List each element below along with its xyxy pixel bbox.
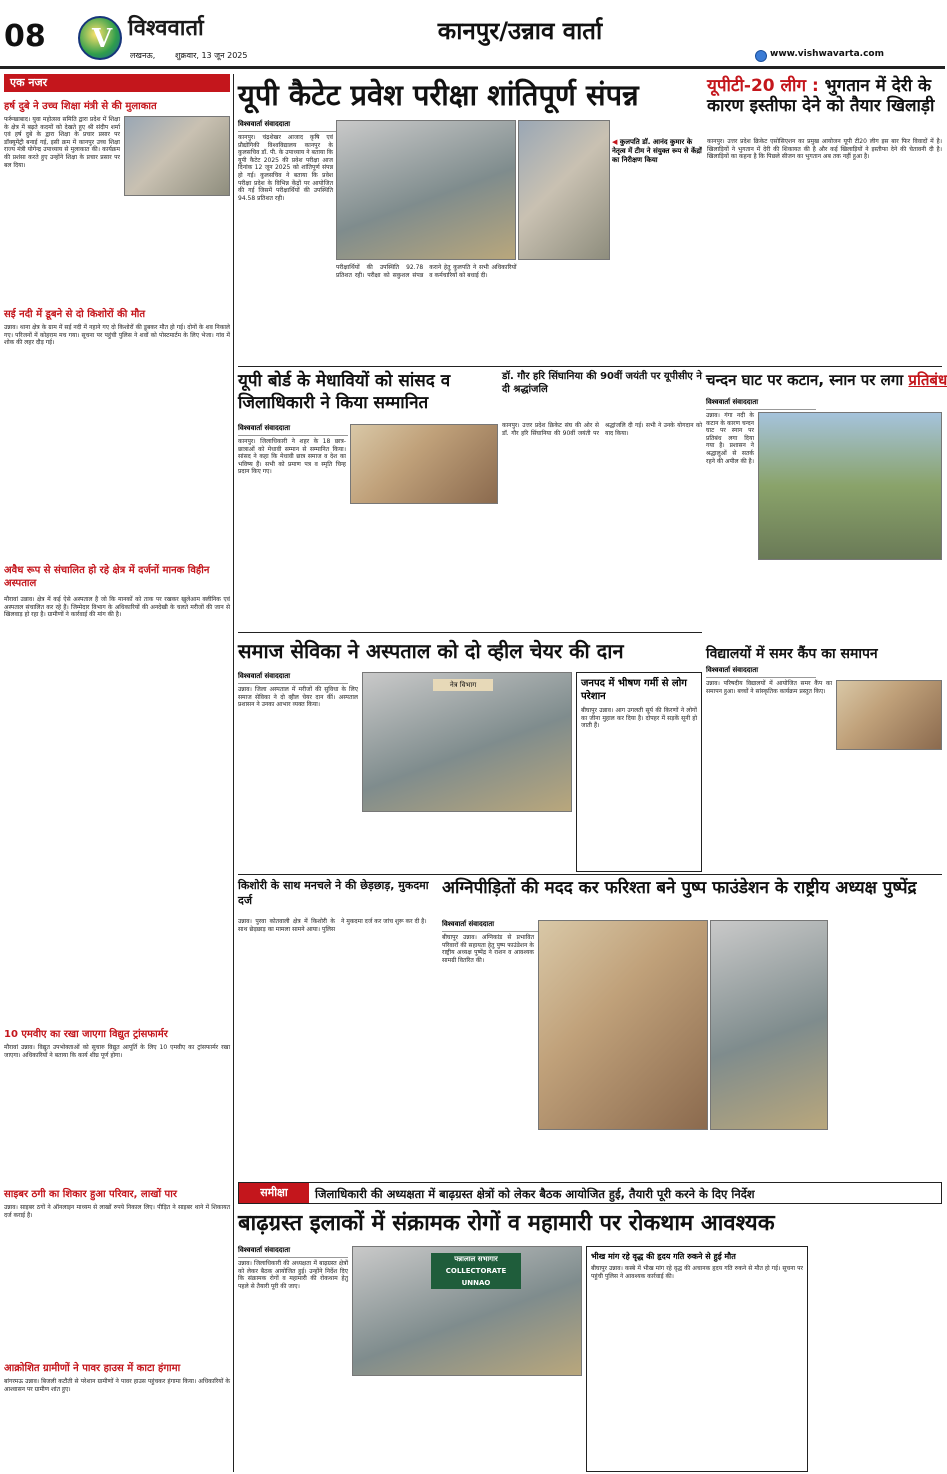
story-body: उन्नाव। परिषदीय विद्यालयों में आयोजित समर कैंप का समापन हुआ। बच्चों ने सांस्कृतिक कार्यक्रम प्रस्तुत किए। bbox=[706, 680, 832, 695]
byline: विश्ववार्ता संवाददाता bbox=[442, 920, 552, 932]
masthead-logo-icon: V bbox=[78, 16, 122, 60]
website-link[interactable]: www.vishwavarta.com bbox=[770, 49, 884, 59]
summer-camp-story bbox=[706, 644, 942, 872]
story-body: उन्नाव। जिलाधिकारी की अध्यक्षता में बाढ़ग्रस्त क्षेत्रों को लेकर बैठक आयोजित हुई। उन्होंने निर्देश दिए कि संक्रामक रोगों व महामारी की रोकथाम हेतु पहले से तैयारी पूरी की जाए। bbox=[238, 1260, 348, 1290]
headline-red: प्रतिबंध bbox=[908, 371, 947, 389]
caption-arrow-icon: ◀ bbox=[612, 138, 620, 146]
story-body: मौरावां उन्नाव। क्षेत्र में कई ऐसे अस्पताल है जो कि मानकों को ताक पर रखकर खुलेआम क्लीनिक एवं अस्पताल संचालित कर रहे हैं। जिम्मेदार विभाग के अधिकारियों की अनदेखी के चलते मरीजों की जान से खिलवाड़ हो रहा है। ग्रामीणों ने कार्रवाई की मांग की है। bbox=[4, 596, 230, 619]
story-headline: हर्ष दुबे ने उच्च शिक्षा मंत्री से की मुलाकात bbox=[4, 101, 157, 112]
beggar-headline: भीख मांग रहे वृद्ध की हृदय गति रुकने से हुई मौत bbox=[591, 1252, 736, 1261]
wheelchair-story bbox=[238, 636, 702, 872]
room-sign-line: पन्नालाल सभागार bbox=[454, 1255, 498, 1263]
byline: विश्ववार्ता संवाददाता bbox=[238, 424, 348, 436]
story-headline: डॉ. गौर हरि सिंघानिया की 90वीं जयंती पर यूपीसीए ने दी श्रद्धांजलि bbox=[502, 371, 702, 395]
review-banner bbox=[238, 1182, 942, 1204]
harassment-story bbox=[238, 878, 438, 1178]
story-headline: समाज सेविका ने अस्पताल को दो व्हील चेयर की दान bbox=[238, 639, 624, 663]
caption-text: कुलपति डॉ. आनंद कुमार के नेतृत्व में टीम ने संयुक्त रूप से केंद्रों का निरीक्षण किया bbox=[612, 138, 702, 164]
story-headline: अवैध रूप से संचालित हो रहे क्षेत्र में दर्जनों मानक विहीन अस्पताल bbox=[4, 565, 210, 589]
byline: विश्ववार्ता संवाददाता bbox=[238, 120, 348, 132]
byline: विश्ववार्ता संवाददाता bbox=[706, 398, 816, 410]
story-body-cont bbox=[352, 1380, 582, 1472]
story-headline: आक्रोशित ग्रामीणों ने पावर हाउस में काटा हंगामा bbox=[4, 1363, 181, 1374]
hospital-photo bbox=[362, 672, 572, 812]
story-body-cont bbox=[812, 1246, 942, 1472]
story-body: कानपुर। जिलाधिकारी ने शहर के 18 छात्र-छात्राओं को मेधावी सम्मान से सम्मानित किया। सांसद ने कहा कि मेधावी छात्र समाज व देश का भविष्य हैं। सभी को प्रमाण पत्र व स्मृति चिन्ह प्रदान किए गए। bbox=[238, 438, 346, 476]
exam-hall-photo bbox=[336, 120, 516, 260]
beggar-body: बीघापुर उन्नाव। कस्बे में भीख मांग रहे वृद्ध की अचानक हृदय गति रुकने से मौत हो गई। सूचना पर पहुंची पुलिस ने आवश्यक कार्रवाई की। bbox=[591, 1265, 803, 1280]
section-title: कानपुर/उन्नाव वार्ता bbox=[437, 17, 603, 45]
review-tag: समीक्षा bbox=[239, 1183, 309, 1203]
review-headline: जिलाधिकारी की अध्यक्षता में बाढ़ग्रस्त क्षेत्रों को लेकर बैठक आयोजित हुई, तैयारी पूरी करने के दिए निर्देश bbox=[315, 1187, 755, 1201]
singhania-story bbox=[502, 370, 702, 630]
story-headline: विद्यालयों में समर कैंप का समापन bbox=[706, 646, 878, 662]
story-body: मौरावां उन्नाव। विद्युत उपभोक्ताओं को सुचारु विद्युत आपूर्ति के लिए 10 एमवीए का ट्रांसफार्मर रखा जाएगा। अधिकारियों ने बताया कि कार्य शीघ्र पूर्ण होगा। bbox=[4, 1044, 230, 1059]
fire-relief-story bbox=[442, 878, 942, 1178]
story-body: बीघापुर उन्नाव। अग्निकांड से प्रभावित परिवारों की सहायता हेतु पुष्प फाउंडेशन के राष्ट्रीय अध्यक्ष पुष्पेंद्र ने राशन व आवश्यक सामग्री वितरित की। bbox=[442, 934, 534, 964]
story-body: परीक्षार्थियों की उपस्थिति 92.78 प्रतिशत रही। परीक्षा को सकुशल संपन्न कराने हेतु कुलपति ने सभी अधिकारियों व कर्मचारियों को बधाई दी। bbox=[336, 264, 517, 279]
meeting-photo bbox=[352, 1246, 582, 1376]
story-headline: यूपी बोर्ड के मेधावियों को सांसद व जिलाधिकारी ने किया सम्मानित bbox=[238, 371, 451, 413]
heat-body: बीघापुर उन्नाव। आग उगलती सूर्य की किरणों ने लोगों का जीना मुहाल कर दिया है। दोपहर में सड़कें सूनी हो जाती हैं। bbox=[581, 707, 697, 730]
room-sign-line: COLLECTORATE bbox=[445, 1267, 507, 1275]
room-sign-line: UNNAO bbox=[461, 1279, 491, 1287]
students-photo bbox=[836, 680, 942, 750]
headline-main: चन्दन घाट पर कटान, स्नान पर लगा bbox=[706, 371, 904, 389]
globe-icon bbox=[755, 50, 767, 62]
meritorious-story bbox=[238, 370, 498, 630]
edition: लखनऊ, bbox=[130, 51, 156, 60]
page-number: 08 bbox=[4, 19, 46, 54]
byline: विश्ववार्ता संवाददाता bbox=[238, 672, 348, 684]
river-photo bbox=[758, 412, 942, 560]
uptl-title: भुगतान में देरी के कारण इस्तीफा देने को तैयार खिलाड़ी bbox=[707, 76, 935, 116]
main-story bbox=[238, 74, 703, 364]
story-body: कानपुर। उत्तर प्रदेश क्रिकेट एसोसिएशन का प्रमुख आयोजन यूपी टी20 लीग इस बार फिर विवादों में है। खिलाड़ियों ने भुगतान में देरी की शिकायत की है और कई खिलाड़ियों ने इस्तीफा देने की चेतावनी दी है। खिलाड़ियों का कहना है कि पिछले सीजन का भुगतान अब तक नहीं हुआ है। bbox=[707, 138, 942, 161]
story-body: उन्नाव। साइबर ठगों ने ऑनलाइन माध्यम से लाखों रुपये निकाल लिए। पीड़ित ने साइबर थाने में शिकायत दर्ज कराई है। bbox=[4, 1204, 230, 1219]
story-body: बांगरमऊ उन्नाव। बिजली कटौती से परेशान ग्रामीणों ने पावर हाउस पहुंचकर हंगामा किया। अधिकारियों के आश्वासन पर ग्रामीण शांत हुए। bbox=[4, 1378, 230, 1393]
uptl-headline bbox=[707, 76, 942, 134]
story-photo bbox=[124, 116, 230, 196]
story-headline: बाढ़ग्रस्त इलाकों में संक्रामक रोगों व महामारी पर रोकथाम आवश्यक bbox=[238, 1211, 775, 1236]
uptl-tag: यूपीटी-20 लीग : bbox=[707, 76, 819, 96]
story-body: उन्नाव। पुरवा कोतवाली क्षेत्र में किशोरी के साथ छेड़छाड़ का मामला सामने आया। पुलिस ने मुकदमा दर्ज कर जांच शुरू कर दी है। bbox=[238, 918, 427, 933]
heat-box bbox=[576, 672, 702, 872]
page-header bbox=[0, 0, 945, 70]
story-headline: साइबर ठगी का शिकार हुआ परिवार, लाखों पार bbox=[4, 1189, 177, 1200]
byline: विश्ववार्ता संवाददाता bbox=[706, 666, 816, 678]
exam-hall-photo bbox=[518, 120, 610, 260]
beggar-box bbox=[586, 1246, 808, 1472]
story-body: फर्रूखाबाद। युवा महोत्सव समिति द्वारा प्रदेश में शिक्षा के क्षेत्र में बढ़ते कदमों को देखते हुए श्री संदीप शर्मा एवं हर्ष दुबे के द्वारा शिक्षा के प्रचार प्रसार पर डॉक्युमेंट्री बनाई गई, इसी क्रम में कानपुर उच्च शिक्षा राज्य मंत्री योगेन्द्र उपाध्याय से मुलाकात की। कार्यक्रम की प्रशंसा करते हुए उन्होंने शिक्षा के प्रचार प्रसार पर बल दिया। bbox=[4, 116, 120, 169]
issue-date: शुक्रवार, 13 जून 2025 bbox=[175, 51, 248, 60]
story-headline: 10 एमवीए का रखा जाएगा विद्युत ट्रांसफार्मर bbox=[4, 1029, 168, 1040]
story-headline: सई नदी में डूबने से दो किशोरों की मौत bbox=[4, 309, 146, 320]
story-body: कानपुर। चंद्रशेखर आजाद कृषि एवं प्रौद्योगिकी विश्वविद्यालय कानपुर के कुलसचिव डॉ. पी. के उपाध्याय ने बताया कि यूपी कैटेट 2025 की प्रवेश परीक्षा आज दिनांक 12 जून 2025 को शांतिपूर्ण संपन्न हो गई। कुलसचिव ने बताया कि प्रवेश परीक्षा प्रदेश के विभिन्न केंद्रों पर आयोजित की गई जिसमें परीक्षार्थियों की उपस्थिति 94.58 प्रतिशत रही। bbox=[238, 134, 333, 202]
relief-distribution-photo bbox=[538, 920, 708, 1130]
chandan-ghat-story bbox=[706, 370, 947, 640]
story-body-cont bbox=[832, 934, 942, 1178]
story-body: उन्नाव। गंगा नदी के कटान के कारण चन्दन घाट पर स्नान पर प्रतिबंध लगा दिया गया है। प्रशासन ने श्रद्धालुओं से सतर्क रहने की अपील की है। bbox=[706, 412, 754, 465]
relief-distribution-photo bbox=[710, 920, 828, 1130]
story-body: उन्नाव। जिला अस्पताल में मरीजों की सुविधा के लिए समाज सेविका ने दो व्हील चेयर दान कीं। अस्पताल प्रशासन ने उनका आभार व्यक्त किया। bbox=[238, 686, 358, 709]
story-body-cont bbox=[4, 198, 230, 308]
masthead-title: विश्ववार्ता bbox=[128, 16, 204, 41]
story-body: उन्नाव। थाना क्षेत्र के ग्राम में सई नदी में नहाने गए दो किशोरों की डूबकर मौत हो गई। दोनों के शव निकाले गए। परिजनों में कोहराम मच गया। सूचना पर पहुंची पुलिस ने शवों को पोस्टमार्टम के लिए भेजा। गांव में शोक की लहर दौड़ गई। bbox=[4, 324, 230, 347]
room-sign bbox=[431, 1253, 521, 1289]
story-headline: अग्निपीड़ितों की मदद कर फरिश्ता बने पुष्प फाउंडेशन के राष्ट्रीय अध्यक्ष पुष्पेंद्र bbox=[442, 878, 917, 898]
flood-story bbox=[238, 1208, 942, 1472]
photo-caption bbox=[612, 138, 703, 208]
story-headline: किशोरी के साथ मनचले ने की छेड़छाड़, मुकदमा दर्ज bbox=[238, 879, 429, 907]
story-body: कानपुर। उत्तर प्रदेश क्रिकेट संघ की ओर से डॉ. गौर हरि सिंघानिया की 90वीं जयंती पर श्रद्धांजलि दी गई। सभी ने उनके योगदान को याद किया। bbox=[502, 422, 702, 437]
byline: विश्ववार्ता संवाददाता bbox=[238, 1246, 348, 1258]
felicitation-photo bbox=[350, 424, 498, 504]
hospital-sign: नेत्र विभाग bbox=[433, 679, 493, 691]
story-body-cont bbox=[362, 816, 572, 872]
heat-headline: जनपद में भीषण गर्मी से लोग परेशान bbox=[581, 678, 687, 702]
uptl-story bbox=[707, 74, 942, 364]
main-headline: यूपी कैटेट प्रवेश परीक्षा शांतिपूर्ण संपन्न bbox=[238, 78, 639, 112]
ek-nazar-label: एक नजर bbox=[4, 74, 230, 92]
story-headline bbox=[706, 370, 947, 396]
left-column bbox=[4, 74, 230, 1472]
